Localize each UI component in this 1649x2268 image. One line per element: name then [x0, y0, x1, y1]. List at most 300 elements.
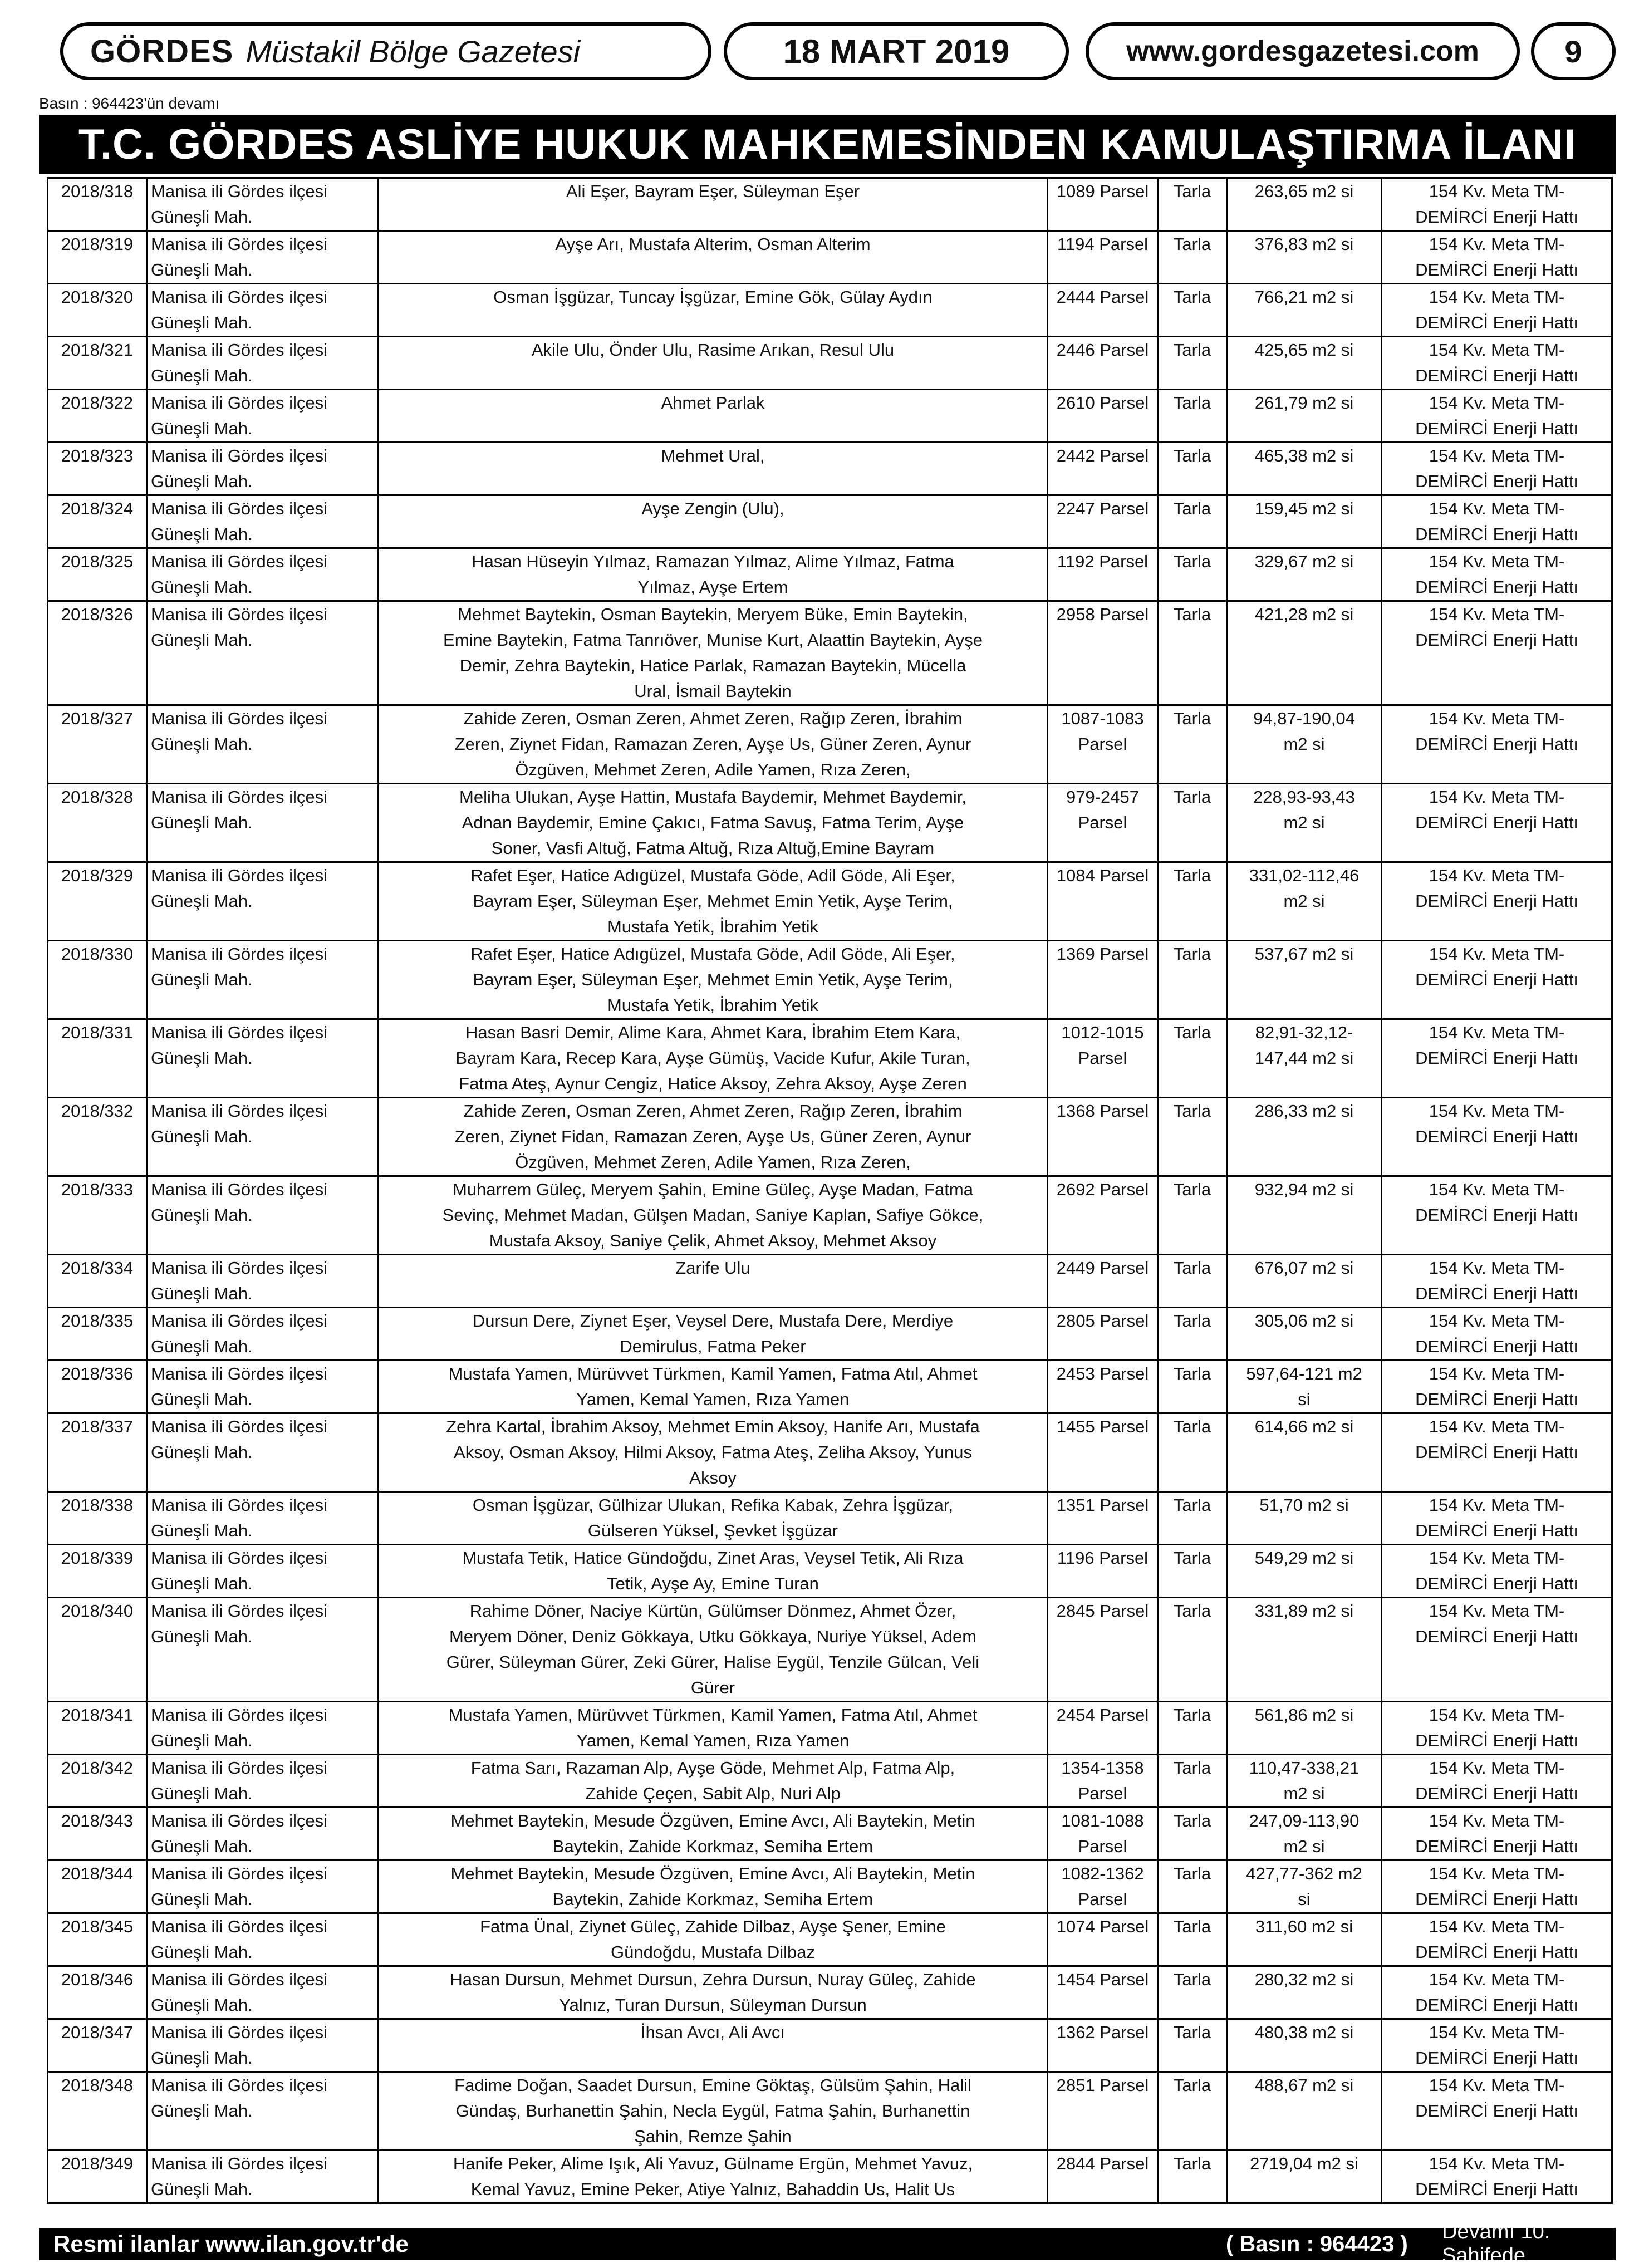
project-cell	[1382, 1492, 1612, 1545]
parcel-line: 1074 Parsel	[1056, 1917, 1149, 1936]
land-type-cell: Tarla	[1158, 1860, 1227, 1913]
owners-cell	[379, 601, 1048, 705]
area-line: 537,67 m2 si	[1254, 944, 1354, 964]
project-line: DEMİRCİ Enerji Hattı	[1415, 630, 1578, 650]
location-line: Manisa ili Gördes ilçesi	[151, 2022, 327, 2042]
page-number: 9	[1531, 22, 1616, 80]
location-line: Manisa ili Gördes ilçesi	[151, 181, 327, 201]
land-type-cell: Tarla	[1158, 705, 1227, 784]
area-line: 766,21 m2 si	[1254, 287, 1354, 307]
owners-line: Gülseren Yüksel, Şevket İşgüzar	[587, 1521, 838, 1540]
owners-line: Bayram Kara, Recep Kara, Ayşe Gümüş, Vacide Kufur, Akile Turan,	[455, 1048, 970, 1068]
project-line: DEMİRCİ Enerji Hattı	[1415, 1837, 1578, 1856]
area-line: m2 si	[1283, 1784, 1325, 1803]
project-line: DEMİRCİ Enerji Hattı	[1415, 813, 1578, 832]
case-number-cell: 2018/335	[48, 1308, 147, 1361]
location-line: Güneşli Mah.	[151, 630, 253, 650]
case-number-cell: 2018/318	[48, 178, 147, 231]
parcel-cell	[1048, 1255, 1158, 1308]
table-row	[48, 1808, 1612, 1860]
project-line: DEMİRCİ Enerji Hattı	[1415, 1127, 1578, 1146]
land-type-cell: Tarla	[1158, 1308, 1227, 1361]
parcel-line: 2453 Parsel	[1056, 1364, 1149, 1383]
project-line: 154 Kv. Meta TM-	[1429, 2022, 1565, 2042]
footer-basin-number: ( Basın : 964423 )	[1226, 2231, 1408, 2256]
case-number-cell: 2018/332	[48, 1098, 147, 1176]
parcel-line: 1454 Parsel	[1056, 1970, 1149, 1989]
project-cell	[1382, 2019, 1612, 2072]
location-line: Manisa ili Gördes ilçesi	[151, 709, 327, 728]
project-line: DEMİRCİ Enerji Hattı	[1415, 1205, 1578, 1225]
area-cell	[1227, 1176, 1382, 1255]
area-cell	[1227, 2072, 1382, 2151]
area-line: 421,28 m2 si	[1254, 605, 1354, 624]
area-line: m2 si	[1283, 734, 1325, 754]
location-line: Güneşli Mah.	[151, 1127, 253, 1146]
case-number-cell: 2018/337	[48, 1413, 147, 1492]
parcel-cell	[1048, 941, 1158, 1019]
case-number-cell: 2018/319	[48, 231, 147, 284]
area-line: 488,67 m2 si	[1254, 2075, 1354, 2095]
case-number-cell: 2018/327	[48, 705, 147, 784]
website-link[interactable]: www.gordesgazetesi.com	[1086, 22, 1520, 80]
location-cell	[147, 1702, 379, 1755]
location-cell	[147, 443, 379, 495]
owners-cell	[379, 1808, 1048, 1860]
project-line: 154 Kv. Meta TM-	[1429, 944, 1565, 964]
parcel-line: Parsel	[1078, 734, 1127, 754]
owners-cell	[379, 1492, 1048, 1545]
location-line: Manisa ili Gördes ilçesi	[151, 1811, 327, 1830]
location-line: Manisa ili Gördes ilçesi	[151, 944, 327, 964]
location-line: Güneşli Mah.	[151, 970, 253, 989]
owners-line: Gündaş, Burhanettin Şahin, Necla Eygül, Fatma Şahin, Burhanettin	[455, 2101, 970, 2120]
project-cell	[1382, 443, 1612, 495]
owners-line: Ayşe Zengin (Ulu),	[641, 499, 784, 518]
owners-line: Fatma Ünal, Ziynet Güleç, Zahide Dilbaz, Ayşe Şener, Emine	[480, 1917, 946, 1936]
parcel-line: 2442 Parsel	[1056, 446, 1149, 465]
table-row	[48, 1255, 1612, 1308]
land-type-cell: Tarla	[1158, 1019, 1227, 1098]
location-line: Güneşli Mah.	[151, 1731, 253, 1750]
owners-line: Akile Ulu, Önder Ulu, Rasime Arıkan, Resul Ulu	[531, 340, 895, 360]
area-cell	[1227, 495, 1382, 548]
project-cell	[1382, 1308, 1612, 1361]
table-row	[48, 1019, 1612, 1098]
land-type-cell: Tarla	[1158, 941, 1227, 1019]
project-line: 154 Kv. Meta TM-	[1429, 181, 1565, 201]
area-cell	[1227, 2151, 1382, 2203]
parcel-line: 1194 Parsel	[1057, 234, 1149, 254]
table-row	[48, 1492, 1612, 1545]
area-line: 331,02-112,46	[1249, 866, 1360, 885]
project-cell	[1382, 1966, 1612, 2019]
area-cell	[1227, 1413, 1382, 1492]
parcel-line: 2851 Parsel	[1056, 2075, 1149, 2095]
owners-line: Meliha Ulukan, Ayşe Hattin, Mustafa Baydemir, Mehmet Baydemir,	[459, 787, 966, 807]
location-line: Güneşli Mah.	[151, 1337, 253, 1356]
case-number-cell: 2018/325	[48, 548, 147, 601]
area-line: m2 si	[1283, 813, 1325, 832]
area-cell	[1227, 1492, 1382, 1545]
area-line: si	[1298, 1889, 1311, 1909]
location-cell	[147, 2151, 379, 2203]
area-line: 561,86 m2 si	[1254, 1705, 1354, 1725]
case-number-cell: 2018/331	[48, 1019, 147, 1098]
land-type-cell: Tarla	[1158, 1755, 1227, 1808]
location-line: Güneşli Mah.	[151, 2048, 253, 2068]
parcel-line: 1369 Parsel	[1056, 944, 1149, 964]
location-line: Manisa ili Gördes ilçesi	[151, 1548, 327, 1568]
parcel-cell	[1048, 1176, 1158, 1255]
location-line: Güneşli Mah.	[151, 1521, 253, 1540]
location-cell	[147, 1755, 379, 1808]
land-type-cell: Tarla	[1158, 1808, 1227, 1860]
parcel-line: 1192 Parsel	[1057, 552, 1149, 571]
footer-official-ads: Resmi ilanlar www.ilan.gov.tr'de	[53, 2231, 409, 2257]
table-row	[48, 443, 1612, 495]
owners-line: Mustafa Aksoy, Saniye Çelik, Ahmet Aksoy, Mehmet Aksoy	[489, 1231, 937, 1250]
owners-line: Soner, Vasfi Altuğ, Fatma Altuğ, Rıza Altuğ,Emine Bayram	[491, 838, 935, 858]
parcel-cell	[1048, 1019, 1158, 1098]
owners-line: Osman İşgüzar, Gülhizar Ulukan, Refika Kabak, Zehra İşgüzar,	[472, 1495, 954, 1515]
location-cell	[147, 231, 379, 284]
owners-line: Adnan Baydemir, Emine Çakıcı, Fatma Savuş, Fatma Terim, Ayşe	[462, 813, 964, 832]
land-type-cell: Tarla	[1158, 1255, 1227, 1308]
project-line: DEMİRCİ Enerji Hattı	[1415, 1442, 1578, 1462]
table-row	[48, 784, 1612, 862]
area-cell	[1227, 178, 1382, 231]
table-row	[48, 1308, 1612, 1361]
location-cell	[147, 784, 379, 862]
case-number-cell: 2018/349	[48, 2151, 147, 2203]
case-number-cell: 2018/329	[48, 862, 147, 941]
owners-line: Ali Eşer, Bayram Eşer, Süleyman Eşer	[566, 181, 860, 201]
area-cell	[1227, 1755, 1382, 1808]
owners-line: Zahide Çeçen, Sabit Alp, Nuri Alp	[585, 1784, 841, 1803]
owners-line: Gürer, Süleyman Gürer, Zeki Gürer, Halise Eygül, Tenzile Gülcan, Veli	[446, 1652, 980, 1672]
land-type-cell: Tarla	[1158, 1545, 1227, 1598]
location-line: Manisa ili Gördes ilçesi	[151, 1258, 327, 1278]
table-row	[48, 1966, 1612, 2019]
project-cell	[1382, 390, 1612, 443]
owners-line: Aksoy, Osman Aksoy, Hilmi Aksoy, Fatma Ateş, Zeliha Aksoy, Yunus	[454, 1442, 972, 1462]
location-line: Manisa ili Gördes ilçesi	[151, 1864, 327, 1883]
owners-cell	[379, 2151, 1048, 2203]
owners-cell	[379, 2072, 1048, 2151]
location-line: Güneşli Mah.	[151, 2179, 253, 2199]
parcel-cell	[1048, 601, 1158, 705]
case-number-cell: 2018/346	[48, 1966, 147, 2019]
land-type-cell: Tarla	[1158, 390, 1227, 443]
table-row	[48, 178, 1612, 231]
project-line: 154 Kv. Meta TM-	[1429, 1864, 1565, 1883]
parcel-cell	[1048, 2151, 1158, 2203]
parcel-cell	[1048, 1913, 1158, 1966]
table-row	[48, 495, 1612, 548]
project-cell	[1382, 941, 1612, 1019]
owners-cell	[379, 1361, 1048, 1413]
owners-line: Osman İşgüzar, Tuncay İşgüzar, Emine Gök, Gülay Aydın	[493, 287, 933, 307]
project-line: 154 Kv. Meta TM-	[1429, 340, 1565, 360]
parcel-line: 2444 Parsel	[1056, 287, 1149, 307]
owners-line: Ayşe Arı, Mustafa Alterim, Osman Alterim	[555, 234, 871, 254]
location-line: Manisa ili Gördes ilçesi	[151, 287, 327, 307]
case-number-cell: 2018/341	[48, 1702, 147, 1755]
project-line: DEMİRCİ Enerji Hattı	[1415, 207, 1578, 227]
parcel-line: 2805 Parsel	[1056, 1311, 1149, 1331]
project-line: 154 Kv. Meta TM-	[1429, 393, 1565, 413]
owners-line: Mustafa Yetik, İbrahim Yetik	[607, 995, 819, 1015]
location-line: Güneşli Mah.	[151, 419, 253, 438]
owners-line: Zahide Zeren, Osman Zeren, Ahmet Zeren, Rağıp Zeren, İbrahim	[463, 709, 963, 728]
brand-subtitle: Müstakil Bölge Gazetesi	[246, 33, 581, 69]
owners-cell	[379, 1098, 1048, 1176]
area-cell	[1227, 1966, 1382, 2019]
owners-line: Tetik, Ayşe Ay, Emine Turan	[607, 1574, 819, 1593]
parcel-cell	[1048, 784, 1158, 862]
owners-line: Bayram Eşer, Süleyman Eşer, Mehmet Emin Yetik, Ayşe Terim,	[473, 970, 953, 989]
parcel-cell	[1048, 390, 1158, 443]
owners-cell	[379, 1308, 1048, 1361]
location-cell	[147, 862, 379, 941]
owners-line: Mustafa Yamen, Mürüvvet Türkmen, Kamil Yamen, Fatma Atıl, Ahmet	[448, 1364, 978, 1383]
location-cell	[147, 1966, 379, 2019]
project-cell	[1382, 1913, 1612, 1966]
owners-line: Rahime Döner, Naciye Kürtün, Gülümser Dönmez, Ahmet Özer,	[469, 1601, 956, 1621]
project-line: DEMİRCİ Enerji Hattı	[1415, 1284, 1578, 1303]
location-line: Manisa ili Gördes ilçesi	[151, 1417, 327, 1436]
location-line: Manisa ili Gördes ilçesi	[151, 234, 327, 254]
table-row	[48, 1413, 1612, 1492]
project-line: DEMİRCİ Enerji Hattı	[1415, 1627, 1578, 1646]
project-line: 154 Kv. Meta TM-	[1429, 234, 1565, 254]
owners-line: Dursun Dere, Ziynet Eşer, Veysel Dere, Mustafa Dere, Merdiye	[472, 1311, 954, 1331]
newspaper-brand	[60, 22, 711, 80]
project-cell	[1382, 1755, 1612, 1808]
owners-cell	[379, 495, 1048, 548]
owners-line: Mustafa Yetik, İbrahim Yetik	[607, 917, 819, 936]
location-line: Güneşli Mah.	[151, 1995, 253, 2015]
area-cell	[1227, 1545, 1382, 1598]
location-line: Manisa ili Gördes ilçesi	[151, 1180, 327, 1199]
project-cell	[1382, 284, 1612, 337]
location-line: Manisa ili Gördes ilçesi	[151, 2075, 327, 2095]
project-line: 154 Kv. Meta TM-	[1429, 1101, 1565, 1121]
project-line: 154 Kv. Meta TM-	[1429, 1811, 1565, 1830]
owners-line: Demirulus, Fatma Peker	[620, 1337, 806, 1356]
project-line: 154 Kv. Meta TM-	[1429, 1258, 1565, 1278]
location-line: Manisa ili Gördes ilçesi	[151, 1970, 327, 1989]
parcel-cell	[1048, 1545, 1158, 1598]
location-line: Güneşli Mah.	[151, 1284, 253, 1303]
project-cell	[1382, 1860, 1612, 1913]
parcel-line: 1455 Parsel	[1056, 1417, 1149, 1436]
owners-line: Özgüven, Mehmet Zeren, Adile Yamen, Rıza Zeren,	[515, 1152, 911, 1172]
owners-cell	[379, 231, 1048, 284]
location-cell	[147, 1361, 379, 1413]
owners-cell	[379, 705, 1048, 784]
parcel-cell	[1048, 1308, 1158, 1361]
parcel-line: 1082-1362	[1061, 1864, 1144, 1883]
project-line: 154 Kv. Meta TM-	[1429, 1548, 1565, 1568]
project-line: DEMİRCİ Enerji Hattı	[1415, 472, 1578, 491]
parcel-line: 2610 Parsel	[1056, 393, 1149, 413]
location-line: Manisa ili Gördes ilçesi	[151, 866, 327, 885]
table-row	[48, 601, 1612, 705]
parcel-cell	[1048, 495, 1158, 548]
project-line: DEMİRCİ Enerji Hattı	[1415, 1731, 1578, 1750]
case-number-cell: 2018/347	[48, 2019, 147, 2072]
owners-line: Gündoğdu, Mustafa Dilbaz	[610, 1942, 816, 1962]
owners-cell	[379, 1966, 1048, 2019]
land-type-cell: Tarla	[1158, 231, 1227, 284]
location-cell	[147, 2019, 379, 2072]
parcel-line: Parsel	[1078, 1784, 1127, 1803]
area-cell	[1227, 1255, 1382, 1308]
area-cell	[1227, 601, 1382, 705]
owners-cell	[379, 1176, 1048, 1255]
parcel-line: 2449 Parsel	[1056, 1258, 1149, 1278]
area-line: 159,45 m2 si	[1254, 499, 1354, 518]
owners-line: Mehmet Baytekin, Mesude Özgüven, Emine Avcı, Ali Baytekin, Metin	[450, 1811, 975, 1830]
location-line: Güneşli Mah.	[151, 260, 253, 279]
location-line: Manisa ili Gördes ilçesi	[151, 552, 327, 571]
project-line: DEMİRCİ Enerji Hattı	[1415, 2048, 1578, 2068]
area-line: 82,91-32,12-	[1255, 1023, 1353, 1042]
parcel-cell	[1048, 443, 1158, 495]
area-cell	[1227, 231, 1382, 284]
location-line: Güneşli Mah.	[151, 207, 253, 227]
case-number-cell: 2018/343	[48, 1808, 147, 1860]
parcel-line: 2845 Parsel	[1056, 1601, 1149, 1621]
case-number-cell: 2018/322	[48, 390, 147, 443]
case-number-cell: 2018/333	[48, 1176, 147, 1255]
owners-line: Hanife Peker, Alime Işık, Ali Yavuz, Gülname Ergün, Mehmet Yavuz,	[453, 2154, 973, 2173]
owners-line: Yamen, Kemal Yamen, Rıza Yamen	[576, 1731, 850, 1750]
parcel-cell	[1048, 1808, 1158, 1860]
project-cell	[1382, 1598, 1612, 1702]
project-line: DEMİRCİ Enerji Hattı	[1415, 1521, 1578, 1540]
footer-continued-note: Devamı 10. Sahifede	[1442, 2220, 1550, 2267]
case-number-cell: 2018/339	[48, 1545, 147, 1598]
area-cell	[1227, 1308, 1382, 1361]
location-cell	[147, 495, 379, 548]
land-type-cell: Tarla	[1158, 284, 1227, 337]
location-cell	[147, 1492, 379, 1545]
parcel-cell	[1048, 1492, 1158, 1545]
owners-cell	[379, 862, 1048, 941]
location-line: Manisa ili Gördes ilçesi	[151, 2154, 327, 2173]
table-row	[48, 941, 1612, 1019]
parcel-line: 979-2457	[1066, 787, 1139, 807]
case-number-cell: 2018/344	[48, 1860, 147, 1913]
owners-line: Gürer	[690, 1678, 735, 1697]
parcel-line: 1087-1083	[1061, 709, 1144, 728]
area-line: 247,09-113,90	[1249, 1811, 1360, 1830]
owners-line: Ahmet Parlak	[661, 393, 765, 413]
owners-line: Zarife Ulu	[675, 1258, 750, 1278]
location-cell	[147, 1913, 379, 1966]
owners-cell	[379, 1913, 1048, 1966]
case-number-cell: 2018/328	[48, 784, 147, 862]
project-cell	[1382, 1176, 1612, 1255]
location-cell	[147, 337, 379, 390]
parcel-line: Parsel	[1078, 813, 1127, 832]
owners-cell	[379, 1545, 1048, 1598]
owners-line: Aksoy	[689, 1468, 737, 1488]
location-line: Güneşli Mah.	[151, 313, 253, 332]
table-row	[48, 231, 1612, 284]
project-cell	[1382, 337, 1612, 390]
location-cell	[147, 1176, 379, 1255]
location-line: Güneşli Mah.	[151, 1784, 253, 1803]
location-line: Güneşli Mah.	[151, 1837, 253, 1856]
owners-cell	[379, 178, 1048, 231]
location-line: Manisa ili Gördes ilçesi	[151, 1101, 327, 1121]
area-line: 932,94 m2 si	[1254, 1180, 1354, 1199]
project-line: DEMİRCİ Enerji Hattı	[1415, 1995, 1578, 2015]
location-line: Manisa ili Gördes ilçesi	[151, 1601, 327, 1621]
area-cell	[1227, 1808, 1382, 1860]
project-line: 154 Kv. Meta TM-	[1429, 1495, 1565, 1515]
location-line: Manisa ili Gördes ilçesi	[151, 499, 327, 518]
location-line: Güneşli Mah.	[151, 366, 253, 385]
parcel-cell	[1048, 1413, 1158, 1492]
parcel-line: 2958 Parsel	[1056, 605, 1149, 624]
location-cell	[147, 1598, 379, 1702]
owners-line: Hasan Dursun, Mehmet Dursun, Zehra Dursun, Nuray Güleç, Zahide	[450, 1970, 976, 1989]
owners-line: Mustafa Tetik, Hatice Gündoğdu, Zinet Aras, Veysel Tetik, Ali Rıza	[462, 1548, 964, 1568]
area-line: m2 si	[1283, 1837, 1325, 1856]
owners-line: Özgüven, Mehmet Zeren, Adile Yamen, Rıza Zeren,	[515, 760, 911, 779]
owners-line: Zeren, Ziynet Fidan, Ramazan Zeren, Ayşe Us, Güner Zeren, Aynur	[454, 1127, 971, 1146]
project-line: 154 Kv. Meta TM-	[1429, 605, 1565, 624]
area-line: 280,32 m2 si	[1254, 1970, 1354, 1989]
project-line: DEMİRCİ Enerji Hattı	[1415, 419, 1578, 438]
owners-line: Şahin, Remze Şahin	[634, 2127, 792, 2146]
location-line: Manisa ili Gördes ilçesi	[151, 605, 327, 624]
project-cell	[1382, 1019, 1612, 1098]
footer-bar	[39, 2220, 1616, 2267]
owners-line: Rafet Eşer, Hatice Adıgüzel, Mustafa Göde, Adil Göde, Ali Eşer,	[470, 944, 955, 964]
owners-line: Fatma Ateş, Aynur Cengiz, Hatice Aksoy, Zehra Aksoy, Ayşe Zeren	[459, 1074, 967, 1093]
location-line: Manisa ili Gördes ilçesi	[151, 1758, 327, 1778]
location-line: Güneşli Mah.	[151, 1574, 253, 1593]
area-line: 331,89 m2 si	[1254, 1601, 1354, 1621]
basin-continuation-note: Basın : 964423'ün devamı	[39, 95, 220, 112]
case-number-cell: 2018/338	[48, 1492, 147, 1545]
case-number-cell: 2018/323	[48, 443, 147, 495]
project-cell	[1382, 178, 1612, 231]
area-cell	[1227, 941, 1382, 1019]
area-line: 465,38 m2 si	[1254, 446, 1354, 465]
land-type-cell: Tarla	[1158, 178, 1227, 231]
project-line: DEMİRCİ Enerji Hattı	[1415, 734, 1578, 754]
project-line: DEMİRCİ Enerji Hattı	[1415, 1048, 1578, 1068]
land-type-cell: Tarla	[1158, 443, 1227, 495]
project-line: 154 Kv. Meta TM-	[1429, 499, 1565, 518]
parcel-line: 2446 Parsel	[1056, 340, 1149, 360]
owners-line: Yamen, Kemal Yamen, Rıza Yamen	[576, 1390, 850, 1409]
location-line: Güneşli Mah.	[151, 1048, 253, 1068]
location-line: Manisa ili Gördes ilçesi	[151, 1917, 327, 1936]
table-row	[48, 1702, 1612, 1755]
area-line: 261,79 m2 si	[1254, 393, 1354, 413]
project-line: DEMİRCİ Enerji Hattı	[1415, 2101, 1578, 2120]
area-line: 480,38 m2 si	[1254, 2022, 1354, 2042]
area-cell	[1227, 784, 1382, 862]
